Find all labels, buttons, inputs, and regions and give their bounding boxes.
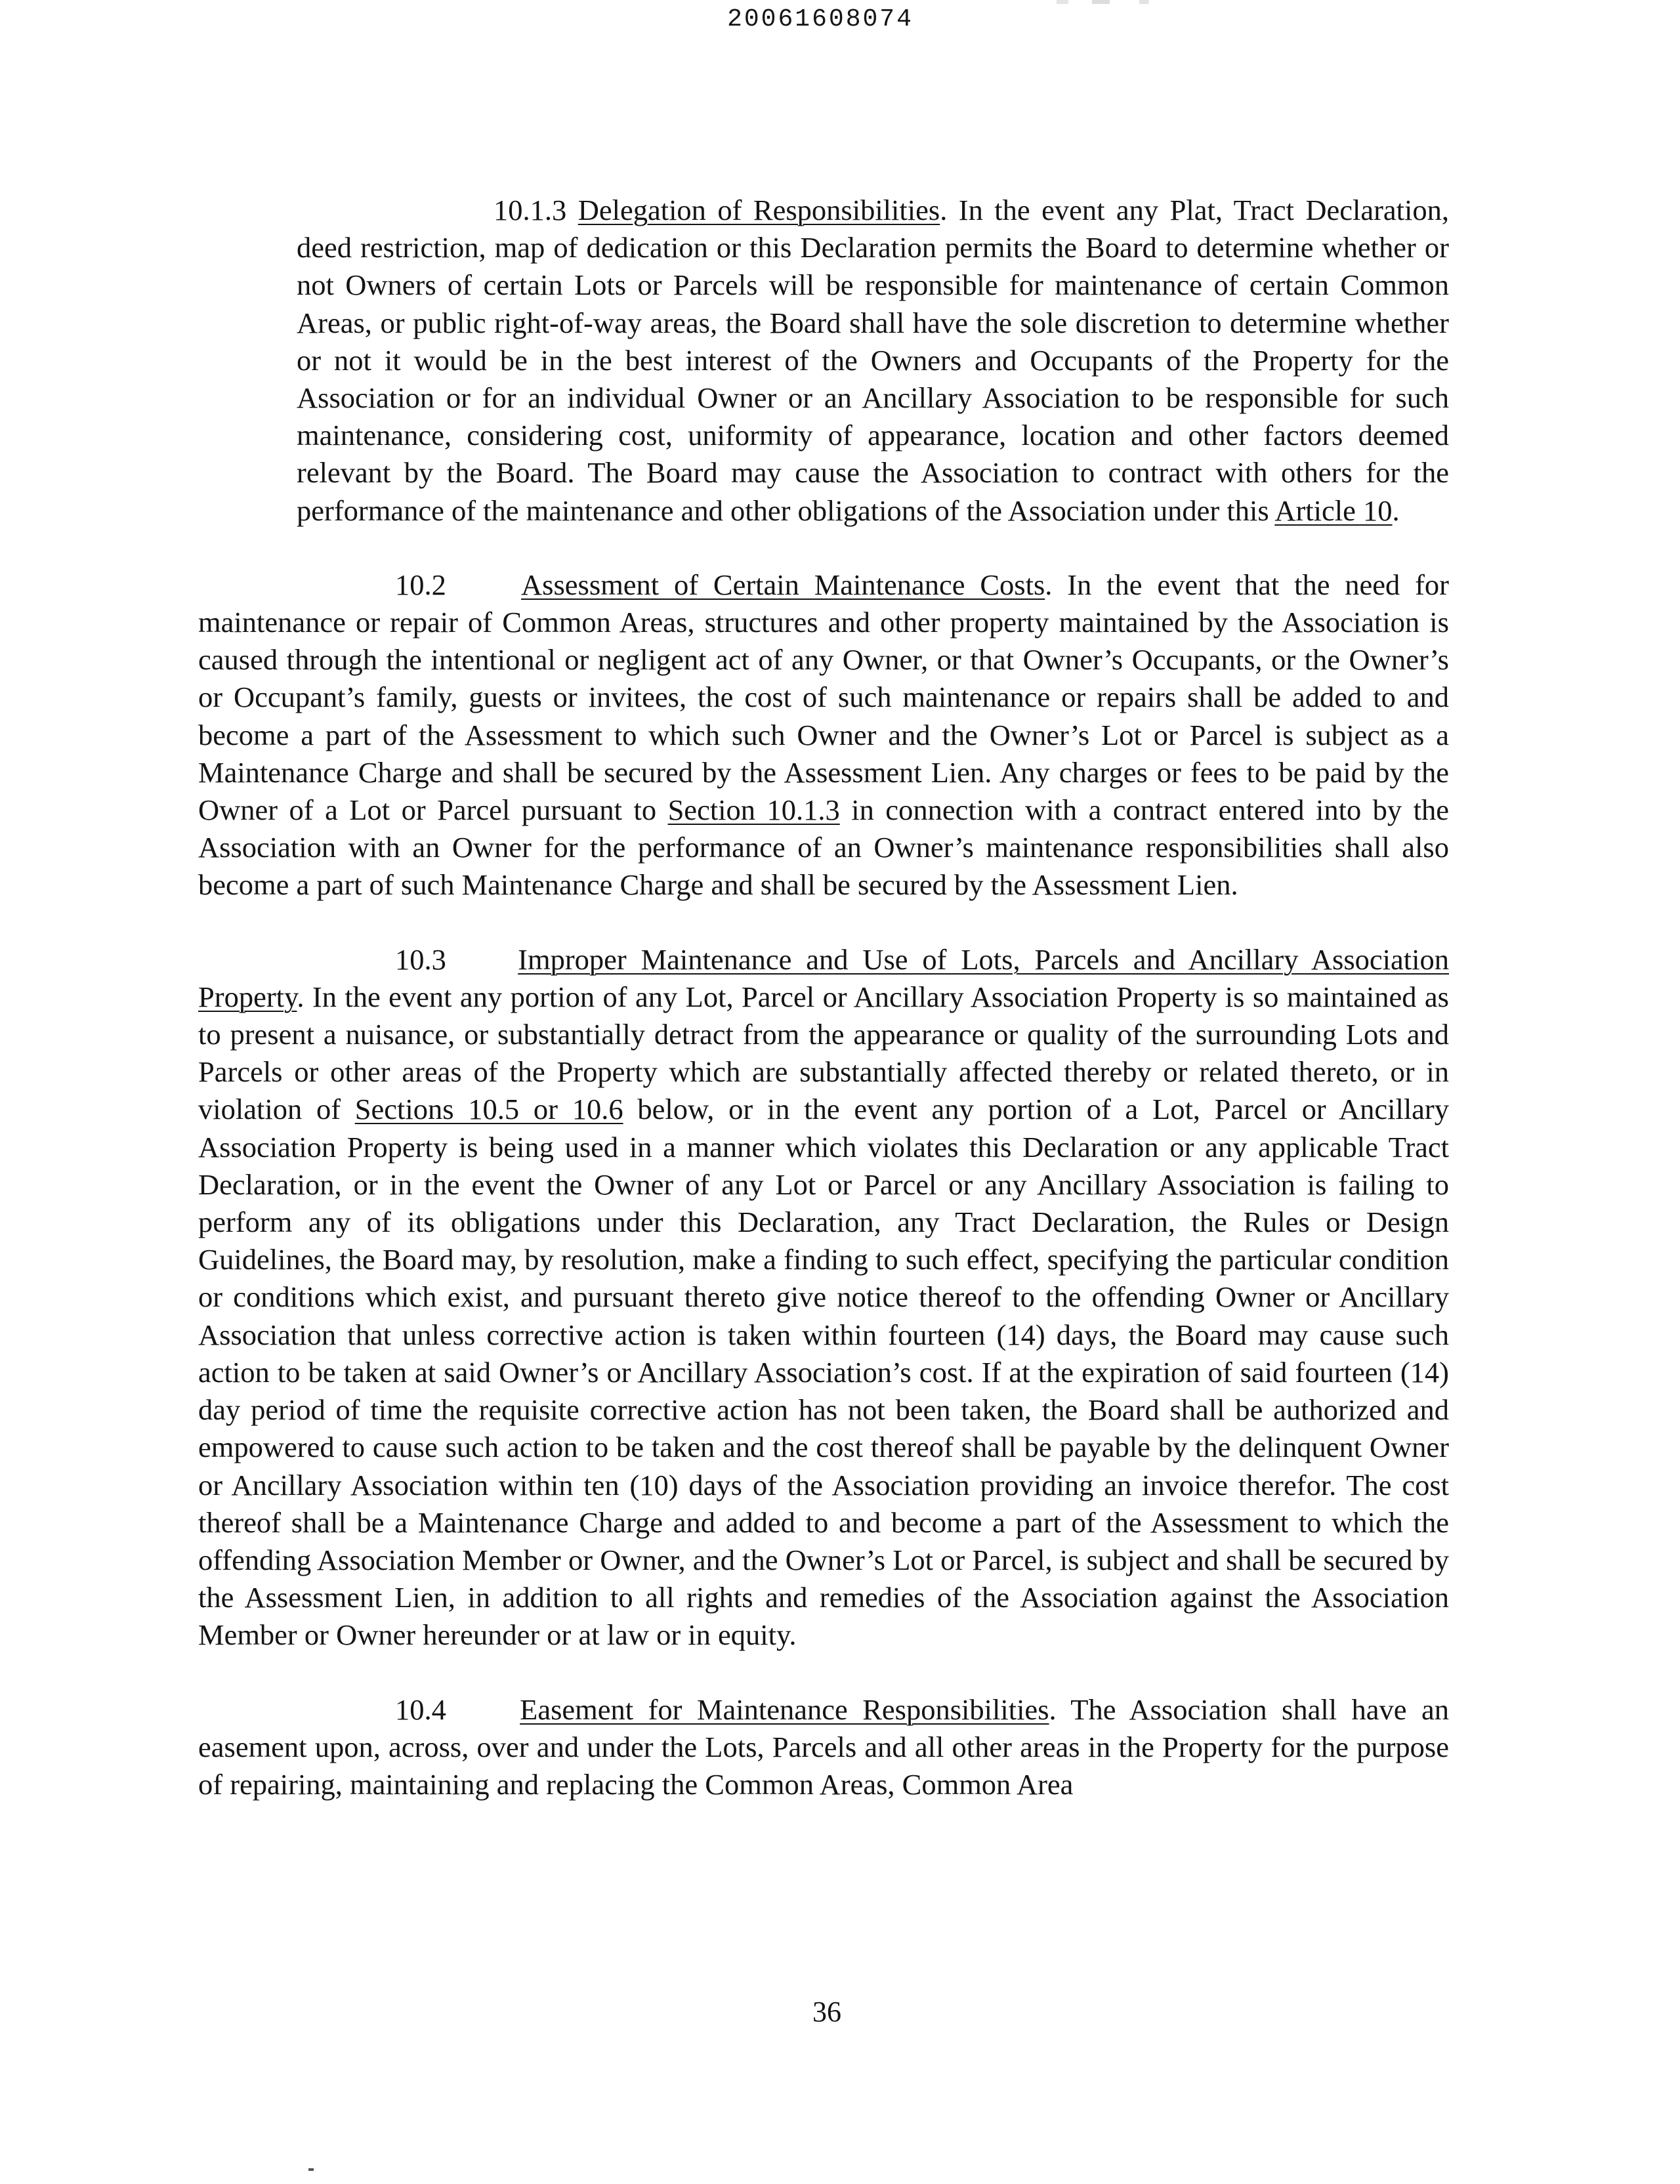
scan-artifact: [308, 2168, 314, 2171]
section-text: in connection with a contract entered into by the Association with an Owner for the performance of an Owner’s maintenance responsibilities shall also become a part of such Maintenance Charge and shall be secured by the Assessment Lien.: [198, 793, 1449, 902]
cross-reference: Article 10: [1274, 494, 1393, 527]
section-10-2: [198, 566, 1449, 904]
section-heading: Improper Maintenance and Use of Lots, Parcels and Ancillary Association Property: [198, 942, 1449, 1013]
document-number: 20061608074: [727, 5, 914, 33]
section-text: . In the event any portion of any Lot, Parcel or Ancillary Association Property is so maintained as to present a nuisance, or substantially detract from the appearance or quality of the surrounding Lots and Parcels or other areas of the Property which are substantially affected thereby or related thereto, or in violation of: [198, 980, 1449, 1126]
cross-reference: Section 10.1.3: [667, 793, 840, 827]
section-number: 10.4: [395, 1692, 446, 1726]
section-heading: Assessment of Certain Maintenance Costs: [521, 568, 1045, 601]
section-number: 10.2: [395, 568, 446, 601]
section-text: .: [1392, 494, 1400, 527]
section-text: . In the event that the need for maintenance or repair of Common Areas, structures and other property maintained by the Association is caused through the intentional or negligent act of any Owner, or that Owner’s Occupants, or the Owner’s or Occupant’s family, guests or invitees, the cost of such maintenance or repairs shall be added to and become a part of the Assessment to which such Owner and the Owner’s Lot or Parcel is subject as a Maintenance Charge and shall be secured by the Assessment Lien. Any charges or fees to be paid by the Owner of a Lot or Parcel pursuant to: [198, 568, 1449, 827]
cross-reference: Sections 10.5 or 10.6: [354, 1093, 623, 1126]
section-number: 10.3: [395, 942, 446, 976]
document-body: [198, 192, 1449, 1840]
section-text: . The Association shall have an easement upon, across, over and under the Lots, Parcels and all other areas in the Property for the purpose of repairing, maintaining and replacing the Common Areas, Common Area: [198, 1692, 1450, 1801]
section-heading: Easement for Maintenance Responsibilities: [520, 1692, 1049, 1726]
section-text: . In the event any Plat, Tract Declaration, deed restriction, map of dedication or this Declaration permits the Board to determine whether or not Owners of certain Lots or Parcels will be responsible for maintenance of certain Common Areas, or public right-of-way areas, the Board shall have the sole discretion to determine whether or not it would be in the best interest of the Owners and Occupants of the Property for the Association or for an individual Owner or an Ancillary Association to be responsible for such maintenance, considering cost, uniformity of appearance, location and other factors deemed relevant by the Board. The Board may cause the Association to contract with others for the performance of the maintenance and other obligations of the Association under this: [297, 194, 1450, 527]
section-10-4: [198, 1691, 1449, 1804]
section-10-1-3: [297, 192, 1449, 530]
section-number: 10.1.3: [494, 194, 567, 226]
scan-artifact: [1057, 0, 1175, 4]
section-10-3: [198, 941, 1449, 1654]
page-number: 36: [812, 1996, 841, 2028]
section-heading: Delegation of Responsibilities: [578, 194, 940, 226]
section-text: below, or in the event any portion of a Lot, Parcel or Ancillary Association Property is being used in a manner which violates this Declaration or any applicable Tract Declaration, or in the event the Owner of any Lot or Parcel or any Ancillary Association is failing to perform any of its obligations under this Declaration, any Tract Declaration, the Rules or Design Guidelines, the Board may, by resolution, make a finding to such effect, specifying the particular condition or conditions which exist, and pursuant thereto give notice thereof to the offending Owner or Ancillary Association that unless corrective action is taken within fourteen (14) days, the Board may cause such action to be taken at said Owner’s or Ancillary Association’s cost. If at the expiration of said fourteen (14) day period of time the requisite corrective action has not been taken, the Board shall be authorized and empowered to cause such action to be taken and the cost thereof shall be payable by the delinquent Owner or Ancillary Association within ten (10) days of the Association providing an invoice therefor. The cost thereof shall be a Maintenance Charge and added to and become a part of the Assessment to which the offending Association Member or Owner, and the Owner’s Lot or Parcel, is subject and shall be secured by the Assessment Lien, in addition to all rights and remedies of the Association against the Association Member or Owner hereunder or at law or in equity.: [198, 1093, 1449, 1652]
